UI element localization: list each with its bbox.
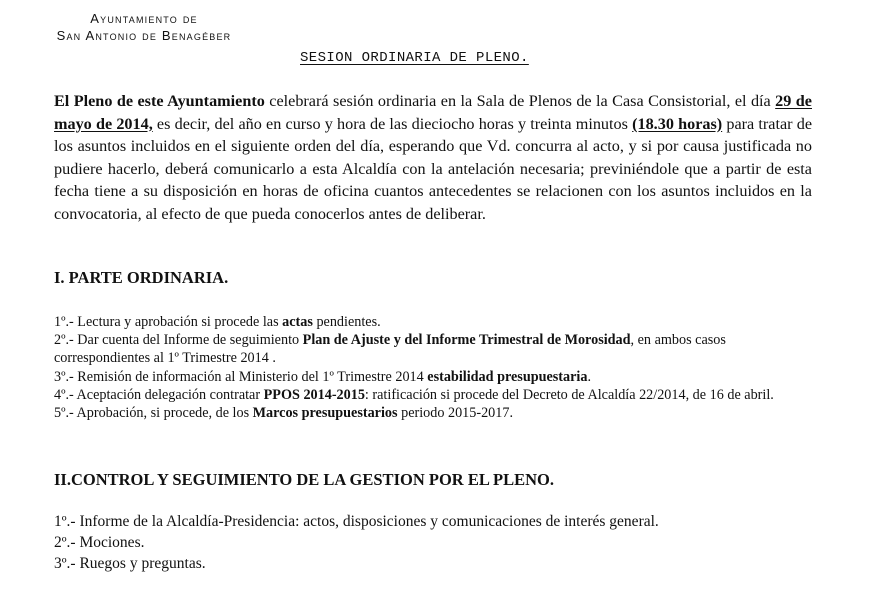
- organization-line-1: Ayuntamiento de: [90, 11, 198, 26]
- session-date: 29 de mayo de 2014,: [54, 92, 812, 133]
- agenda-item-text: , en ambos casos correspondientes al 1º Trimestre 2014 .: [54, 332, 726, 367]
- agenda-item: [54, 386, 824, 404]
- intro-lead: El Pleno de este Ayuntamiento: [54, 92, 265, 110]
- organization-line-2: San Antonio de Benagéber: [56, 28, 232, 43]
- intro-paragraph: [54, 90, 812, 226]
- agenda-item-emphasis: estabilidad presupuestaria: [427, 368, 588, 385]
- agenda-item-text: : ratificación si procede del Decreto de Alcaldía 22/2014, de 16 de abril.: [364, 386, 774, 403]
- intro-text-2: es decir, del año en curso y hora de las dieciocho horas y treinta minutos: [152, 114, 633, 133]
- agenda-item-emphasis: Marcos presupuestarios: [252, 405, 398, 422]
- agenda-item: 3º.- Ruegos y preguntas.: [54, 555, 206, 572]
- session-time: (18.30 horas): [632, 114, 723, 133]
- agenda-item-text: 3º.- Remisión de información al Ministerio del 1º Trimestre 2014: [54, 368, 428, 385]
- agenda-item: 2º.- Mociones.: [54, 534, 145, 551]
- agenda-item: [54, 404, 824, 422]
- agenda-item-text: 1º.- Lectura y aprobación si procede las: [54, 314, 283, 330]
- agenda-item-text: 4º.- Aceptación delegación contratar: [54, 386, 264, 403]
- section-2-list: [54, 511, 824, 574]
- agenda-item-text: periodo 2015-2017.: [397, 405, 514, 422]
- agenda-item-text: 5º.- Aprobación, si procede, de los: [54, 405, 253, 422]
- agenda-item-text: pendientes.: [312, 314, 381, 330]
- section-2-heading: II.CONTROL Y SEGUIMIENTO DE LA GESTION POR EL PLENO.: [54, 470, 555, 489]
- session-title: SESION ORDINARIA DE PLENO.: [300, 50, 529, 66]
- agenda-item-text: 2º.- Dar cuenta del Informe de seguimiento: [54, 332, 303, 349]
- agenda-item-emphasis: PPOS 2014-2015: [263, 386, 365, 403]
- intro-text-3: para tratar de los asuntos incluidos en el siguiente orden del día, esperando que Vd. concurra al acto, y si por causa justificada no pudiere hacerlo, deberá comunicarlo a esta Alcaldía con la antelación necesaria; previniéndole que a partir de esta fecha tiene a su disposición en horas de oficina cuantos antecedentes se relacionen con los asuntos incluidos en la convocatoria, al efecto de que pueda conocerlos antes de deliberar.: [54, 114, 812, 223]
- section-1-list: [54, 313, 824, 422]
- section-1-heading: I. PARTE ORDINARIA.: [54, 268, 229, 287]
- agenda-item: [54, 368, 824, 386]
- organization-header: [26, 10, 262, 44]
- agenda-item: [54, 313, 824, 331]
- agenda-item: 1º.- Informe de la Alcaldía-Presidencia: actos, disposiciones y comunicaciones de interés general.: [54, 513, 659, 530]
- agenda-item-emphasis: actas: [282, 314, 313, 330]
- agenda-item-emphasis: Plan de Ajuste y del Informe Trimestral de Morosidad: [302, 332, 631, 349]
- intro-text-1: celebrará sesión ordinaria en la Sala de Plenos de la Casa Consistorial, el día: [264, 92, 776, 110]
- agenda-item: [54, 331, 824, 367]
- agenda-item-text: .: [587, 368, 592, 385]
